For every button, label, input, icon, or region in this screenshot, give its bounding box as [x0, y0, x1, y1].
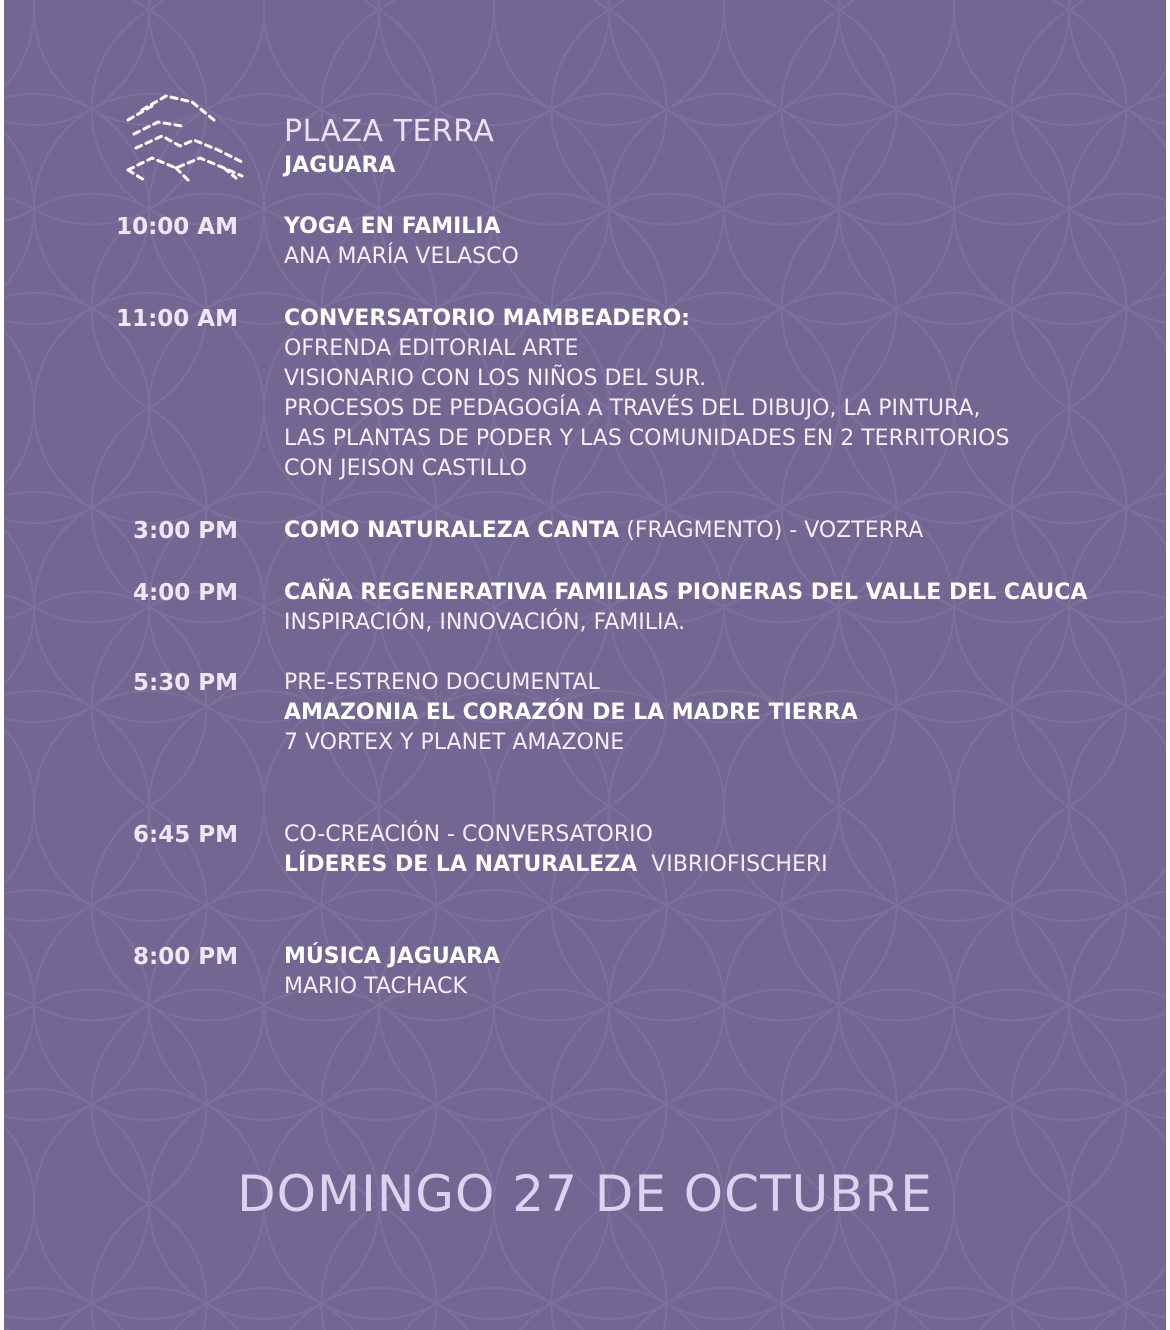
event-line — [284, 668, 1144, 698]
event-date: DOMINGO 27 DE OCTUBRE — [237, 1165, 933, 1223]
event-poster — [4, 0, 1166, 1330]
event-line — [284, 242, 1144, 272]
event-title: CONVERSATORIO MAMBEADERO: — [284, 306, 690, 331]
event-line — [284, 424, 1144, 454]
event-line — [284, 334, 1144, 364]
event-line — [284, 942, 1144, 972]
event-text: VIBRIOFISCHERI — [637, 852, 828, 877]
event-line — [284, 212, 1144, 242]
flower-of-life-pattern — [4, 0, 1166, 1330]
event-line — [284, 608, 1144, 638]
event-text: CON JEISON CASTILLO — [284, 456, 528, 481]
event-title: YOGA EN FAMILIA — [284, 214, 501, 239]
event-time: 3:00 PM — [133, 518, 238, 544]
event-text: 7 VORTEX Y PLANET AMAZONE — [284, 730, 625, 755]
event-line — [284, 516, 1144, 546]
event-time: 10:00 AM — [116, 214, 238, 240]
event-time: 5:30 PM — [133, 670, 238, 696]
event-details — [284, 304, 1144, 484]
event-title: LÍDERES DE LA NATURALEZA — [284, 852, 638, 877]
event-line — [284, 728, 1144, 758]
event-title: AMAZONIA EL CORAZÓN DE LA MADRE TIERRA — [284, 700, 858, 725]
event-details — [284, 668, 1144, 758]
event-text: INSPIRACIÓN, INNOVACIÓN, FAMILIA. — [284, 610, 686, 635]
event-text: PROCESOS DE PEDAGOGÍA A TRAVÉS DEL DIBUJO, LA PINTURA, — [284, 396, 981, 421]
venue-title: PLAZA TERRA — [284, 114, 495, 149]
event-line — [284, 850, 1144, 880]
event-time: 4:00 PM — [133, 580, 238, 606]
venue-header — [284, 114, 494, 180]
event-text: MARIO TACHACK — [284, 974, 467, 999]
event-line — [284, 972, 1144, 1002]
event-text: CO-CREACIÓN - CONVERSATORIO — [284, 822, 653, 847]
event-time: 11:00 AM — [116, 306, 238, 332]
event-text: PRE-ESTRENO DOCUMENTAL — [284, 670, 600, 695]
event-title: MÚSICA JAGUARA — [284, 944, 501, 969]
event-time: 8:00 PM — [133, 944, 238, 970]
event-text: OFRENDA EDITORIAL ARTE — [284, 336, 579, 361]
event-line — [284, 698, 1144, 728]
event-line — [284, 578, 1144, 608]
event-details — [284, 942, 1144, 1002]
event-details — [284, 212, 1144, 272]
event-title: COMO NATURALEZA CANTA — [284, 518, 620, 543]
event-line — [284, 304, 1144, 334]
event-text: (FRAGMENTO) - VOZTERRA — [619, 518, 924, 543]
jaguara-logo-icon — [122, 88, 246, 182]
event-text: VISIONARIO CON LOS NIÑOS DEL SUR. — [284, 366, 707, 391]
event-line — [284, 394, 1144, 424]
event-line — [284, 820, 1144, 850]
event-details — [284, 516, 1144, 546]
venue-subtitle: JAGUARA — [284, 153, 396, 178]
event-time: 6:45 PM — [133, 822, 238, 848]
event-text: LAS PLANTAS DE PODER Y LAS COMUNIDADES EN 2 TERRITORIOS — [284, 426, 1010, 451]
event-details — [284, 578, 1144, 638]
event-line — [284, 364, 1144, 394]
event-text: ANA MARÍA VELASCO — [284, 244, 519, 269]
event-line — [284, 454, 1144, 484]
event-details — [284, 820, 1144, 880]
event-title: CAÑA REGENERATIVA FAMILIAS PIONERAS DEL VALLE DEL CAUCA — [284, 580, 1088, 605]
